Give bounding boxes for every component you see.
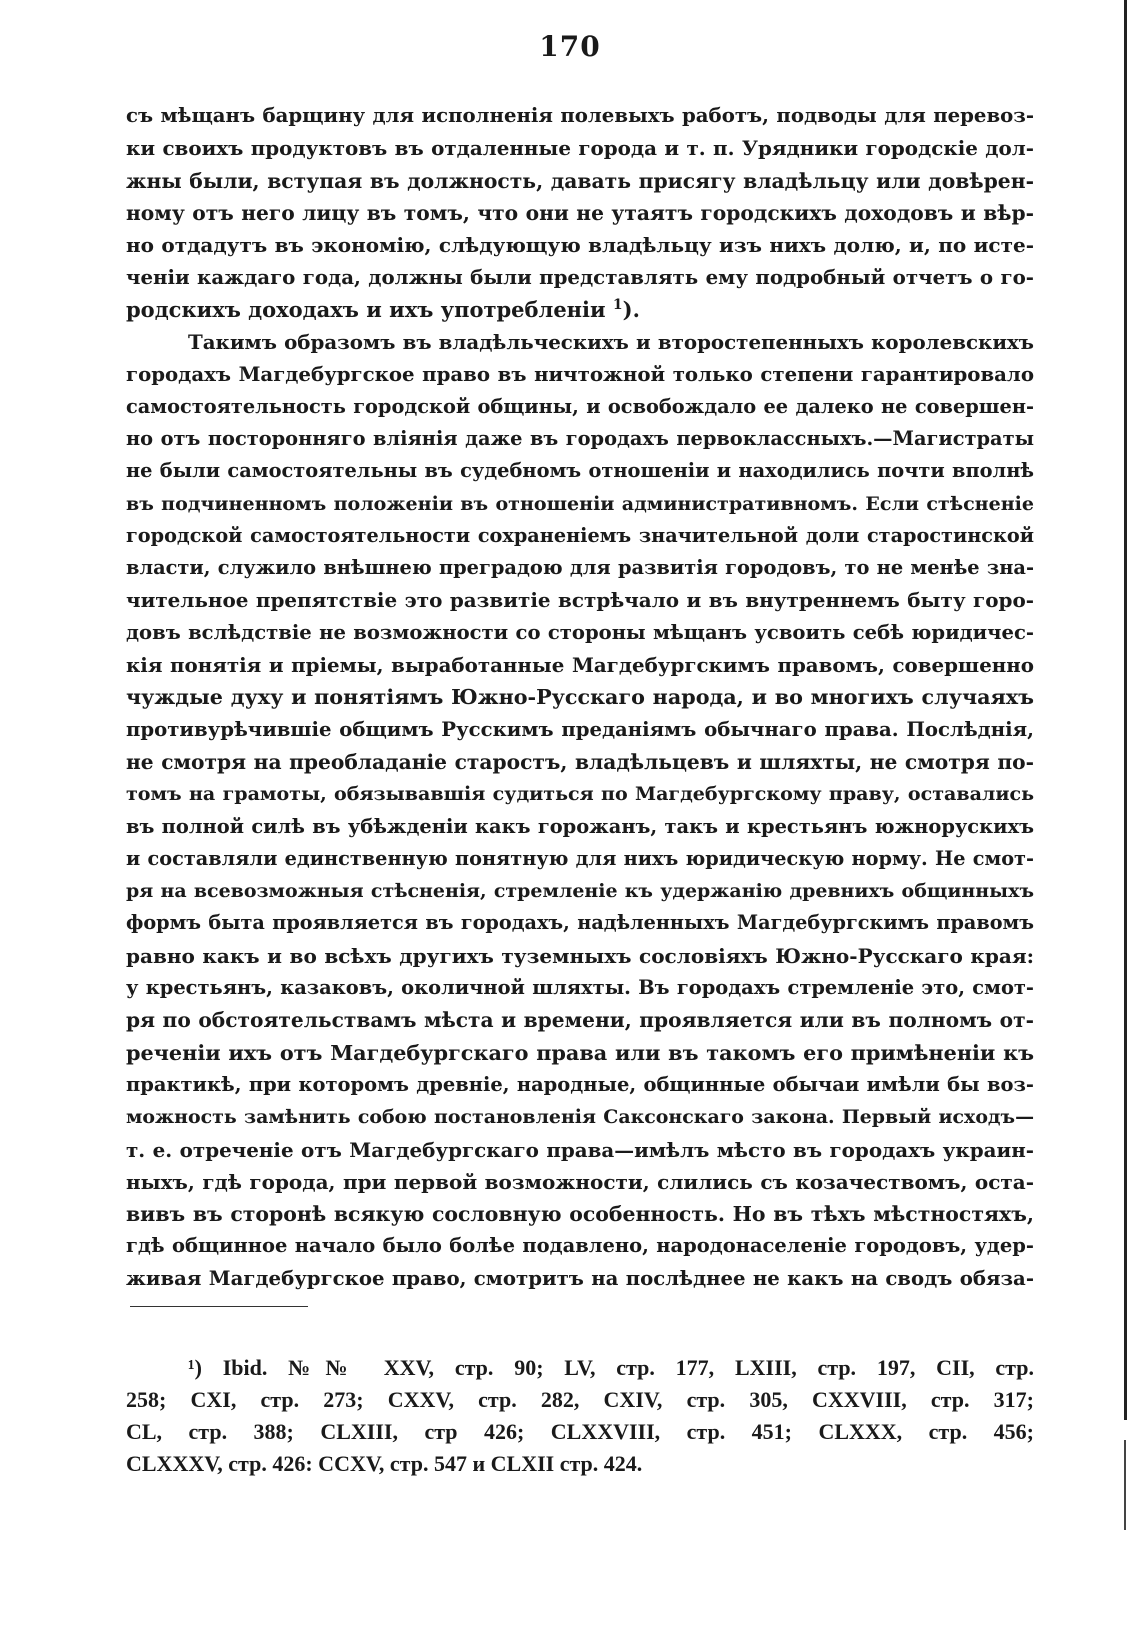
footnote-line: 258; CXI, стр. 273; CXXV, стр. 282, CXIV, стр. 305, CXXVIII, стр. 317; [126, 1387, 1034, 1412]
text-line: въ полной силѣ въ убѣжденіи какъ горожанъ, такъ и крестьянъ южнорускихъ [126, 814, 1034, 838]
text-line: но отъ посторонняго вліянія даже въ городахъ первоклассныхъ.—Магистраты [126, 426, 1034, 450]
text-line: ки своихъ продуктовъ въ отдаленные города и т. п. Урядники городскіе дол- [126, 136, 1034, 161]
text-line: ря по обстоятельствамъ мѣста и времени, проявляется или въ полномъ от- [126, 1008, 1034, 1033]
text-line: но отдадутъ въ экономію, слѣдующую владѣльцу изъ нихъ долю, и, по исте- [126, 233, 1034, 258]
text-line: противурѣчившіе общимъ Русскимъ преданіямъ обычнаго права. Послѣднія, [126, 717, 1034, 741]
paragraph-end-line [126, 294, 1034, 326]
footnote-line: CL, стр. 388; CLXIII, стр 426; CLXXVIII, стр. 451; CLXXX, стр. 456; [126, 1419, 1034, 1444]
main-text [126, 100, 1034, 1295]
text-line: городской самостоятельности сохраненіемъ значительной доли старостинской [126, 523, 1034, 547]
page-edge-line [1124, 0, 1127, 1420]
text-line: ному отъ него лицу въ томъ, что они не утаятъ городскихъ доходовъ и вѣр- [126, 200, 1034, 225]
text-line: ченіи каждаго года, должны были представлять ему подробный отчетъ о го- [126, 265, 1034, 290]
text-line: самостоятельность городской общины, и освобождало ее далеко не совершен- [126, 394, 1034, 418]
text-line: жны были, вступая въ должность, давать присягу владѣльцу или довѣрен- [126, 168, 1034, 193]
text-line: чительное препятствіе это развитіе встрѣчало и въ внутреннемъ быту горо- [126, 588, 1034, 613]
text-line: въ подчиненномъ положеніи въ отношеніи административномъ. Если стѣсненіе [126, 492, 1034, 515]
text-line: можность замѣнить собою постановленія Саксонскаго закона. Первый исходъ— [126, 1106, 1034, 1129]
text-line: съ мѣщанъ барщину для исполненія полевыхъ работъ, подводы для перевоз- [126, 104, 1034, 127]
text-line: родскихъ доходахъ и ихъ употребленіи [126, 296, 606, 322]
text-line: не смотря на преобладаніе старостъ, владѣльцевъ и шляхты, не смотря по- [126, 749, 1034, 774]
text-line: томъ на грамоты, обязывавшія судиться по Магдебургскому праву, оставались [126, 783, 1034, 806]
text-line: и составляли единственную понятную для нихъ юридическую норму. Не смот- [126, 846, 1034, 870]
text-line: Такимъ образомъ въ владѣльческихъ и второстепенныхъ королевскихъ [188, 330, 1034, 355]
text-line: ныхъ, гдѣ города, при первой возможности, слились съ козачествомъ, оста- [126, 1169, 1034, 1194]
page-edge-line [1124, 1440, 1126, 1530]
text-line: кія понятія и пріемы, выработанные Магдебургскимъ правомъ, совершенно [126, 653, 1034, 678]
text-line: у крестьянъ, казаковъ, околичной шляхты. Въ городахъ стремленіе это, смот- [126, 976, 1034, 1000]
text-line: гдѣ общинное начало было болѣе подавлено, народонаселеніе городовъ, удер- [126, 1234, 1034, 1258]
footnote [126, 1352, 1034, 1480]
page-number: 170 [539, 30, 601, 63]
text-line: живая Магдебургское право, смотритъ на послѣднее не какъ на сводъ обяза- [126, 1266, 1034, 1290]
footnote-line: ¹) Ibid. №№ XXV, стр. 90; LV, стр. 177, LXIII, стр. 197, CII, стр. [188, 1355, 1034, 1380]
text-line: практикѣ, при которомъ древніе, народные, общинные обычаи имѣли бы воз- [126, 1072, 1034, 1096]
text-line: власти, служило внѣшнею преградою для развитія городовъ, то не менѣе зна- [126, 556, 1034, 580]
text-line: ря на всевозможныя стѣсненія, стремленіе къ удержанію древнихъ общинныхъ [126, 880, 1034, 903]
text-line: равно какъ и во всѣхъ другихъ туземныхъ сословіяхъ Южно-Русскаго края: [126, 943, 1034, 968]
text-line: реченіи ихъ отъ Магдебургскаго права или въ такомъ его примѣненіи къ [126, 1039, 1034, 1065]
text-line: вивъ въ сторонѣ всякую сословную особенность. Но въ тѣхъ мѣстностяхъ, [126, 1202, 1034, 1227]
footnote-marker-tail: ). [622, 296, 640, 322]
text-line: довъ вслѣдствіе не возможности со стороны мѣщанъ усвоить себѣ юридичес- [126, 620, 1034, 644]
footnote-marker: 1 [612, 296, 623, 313]
text-line: т. е. отреченіе отъ Магдебургскаго права—имѣлъ мѣсто въ городахъ украин- [126, 1137, 1034, 1162]
text-line: городахъ Магдебургское право въ ничтожной только степени гарантировало [126, 362, 1034, 387]
text-line: чуждые духу и понятіямъ Южно-Русскаго народа, и во многихъ случаяхъ [126, 685, 1034, 710]
text-line: формъ быта проявляется въ городахъ, надѣленныхъ Магдебургскимъ правомъ [126, 911, 1034, 935]
text-line: не были самостоятельны въ судебномъ отношеніи и находились почти вполнѣ [126, 459, 1034, 483]
footnote-line: CLXXXV, стр. 426: CCXV, стр. 547 и CLXII стр. 424. [126, 1451, 643, 1476]
footnote-separator [130, 1306, 308, 1307]
